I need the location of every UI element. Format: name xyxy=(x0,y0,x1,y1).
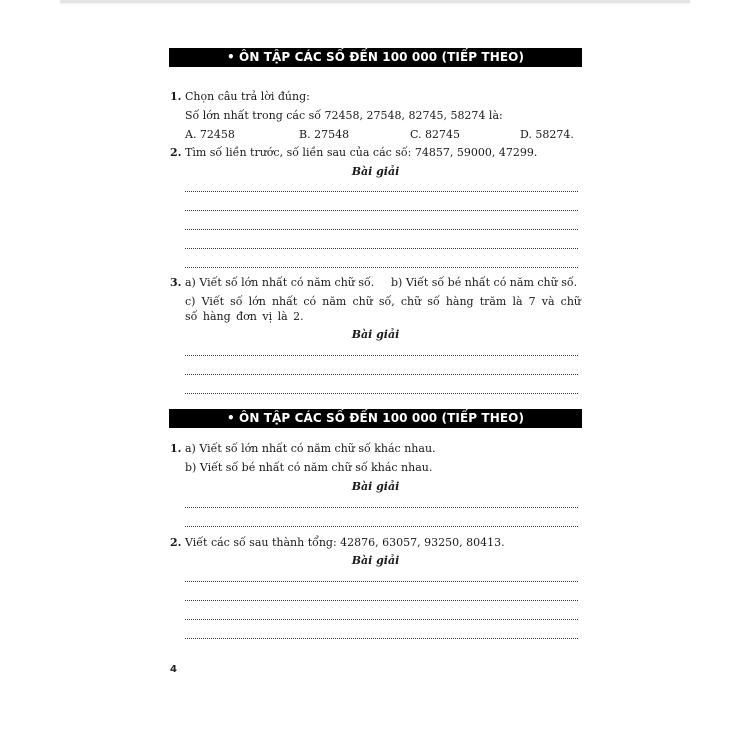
s2-q2-number: 2. xyxy=(170,536,182,549)
s1-q1-option-b: B. 27548 xyxy=(299,128,350,141)
s1-q3-solution-label: Bài giải xyxy=(351,328,400,341)
s1-q3-part-b: b) Viết số bé nhất có năm chữ số. xyxy=(391,276,578,289)
answer-line[interactable] xyxy=(185,507,578,508)
s2-q1-solution-label: Bài giải xyxy=(351,480,400,493)
s1-q2-solution-label: Bài giải xyxy=(351,165,400,178)
answer-line[interactable] xyxy=(185,619,578,620)
answer-line[interactable] xyxy=(185,267,578,268)
answer-line[interactable] xyxy=(185,600,578,601)
s1-q2-number: 2. xyxy=(170,146,182,159)
page-number: 4 xyxy=(170,664,177,675)
s2-q1-part-a: a) Viết số lớn nhất có năm chữ số khác nhau. xyxy=(184,442,436,455)
s1-q2-text: Tìm số liền trước, số liền sau của các số: 74857, 59000, 47299. xyxy=(184,146,538,159)
answer-line[interactable] xyxy=(185,355,578,356)
answer-line[interactable] xyxy=(185,191,578,192)
s1-q3-part-c: c) Viết số lớn nhất có năm chữ số, chữ số hàng trăm là 7 và chữ số hàng đơn vị là 2. xyxy=(185,295,581,323)
s1-q3-part-a: a) Viết số lớn nhất có năm chữ số. xyxy=(184,276,375,289)
s1-q1-option-c: C. 82745 xyxy=(410,128,461,141)
s2-q2 xyxy=(170,536,505,550)
answer-line[interactable] xyxy=(185,526,578,527)
section-1-title: • ÔN TẬP CÁC SỐ ĐẾN 100 000 (TIẾP THEO) xyxy=(169,48,582,67)
s1-q1-number: 1. xyxy=(170,90,182,103)
answer-line[interactable] xyxy=(185,229,578,230)
s2-q1 xyxy=(170,442,436,456)
answer-line[interactable] xyxy=(185,638,578,639)
s1-q1-option-d: D. 58274. xyxy=(520,128,574,141)
s2-q1-part-b: b) Viết số bé nhất có năm chữ số khác nhau. xyxy=(185,461,433,474)
s1-q1-prompt: Số lớn nhất trong các số 72458, 27548, 82745, 58274 là: xyxy=(185,109,503,122)
s2-q1-number: 1. xyxy=(170,442,182,455)
answer-line[interactable] xyxy=(185,393,578,394)
s1-q1-option-a: A. 72458 xyxy=(185,128,235,141)
s2-q2-text: Viết các số sau thành tổng: 42876, 63057, 93250, 80413. xyxy=(184,536,505,549)
s1-q1 xyxy=(170,90,310,104)
s1-q2 xyxy=(170,146,537,160)
s2-q2-solution-label: Bài giải xyxy=(351,554,400,567)
answer-line[interactable] xyxy=(185,374,578,375)
answer-line[interactable] xyxy=(185,581,578,582)
section-2-title: • ÔN TẬP CÁC SỐ ĐẾN 100 000 (TIẾP THEO) xyxy=(169,409,582,428)
s1-q1-text: Chọn câu trả lời đúng: xyxy=(184,90,310,103)
answer-line[interactable] xyxy=(185,210,578,211)
s1-q3-number: 3. xyxy=(170,276,182,289)
s1-q3 xyxy=(170,276,374,290)
answer-line[interactable] xyxy=(185,248,578,249)
